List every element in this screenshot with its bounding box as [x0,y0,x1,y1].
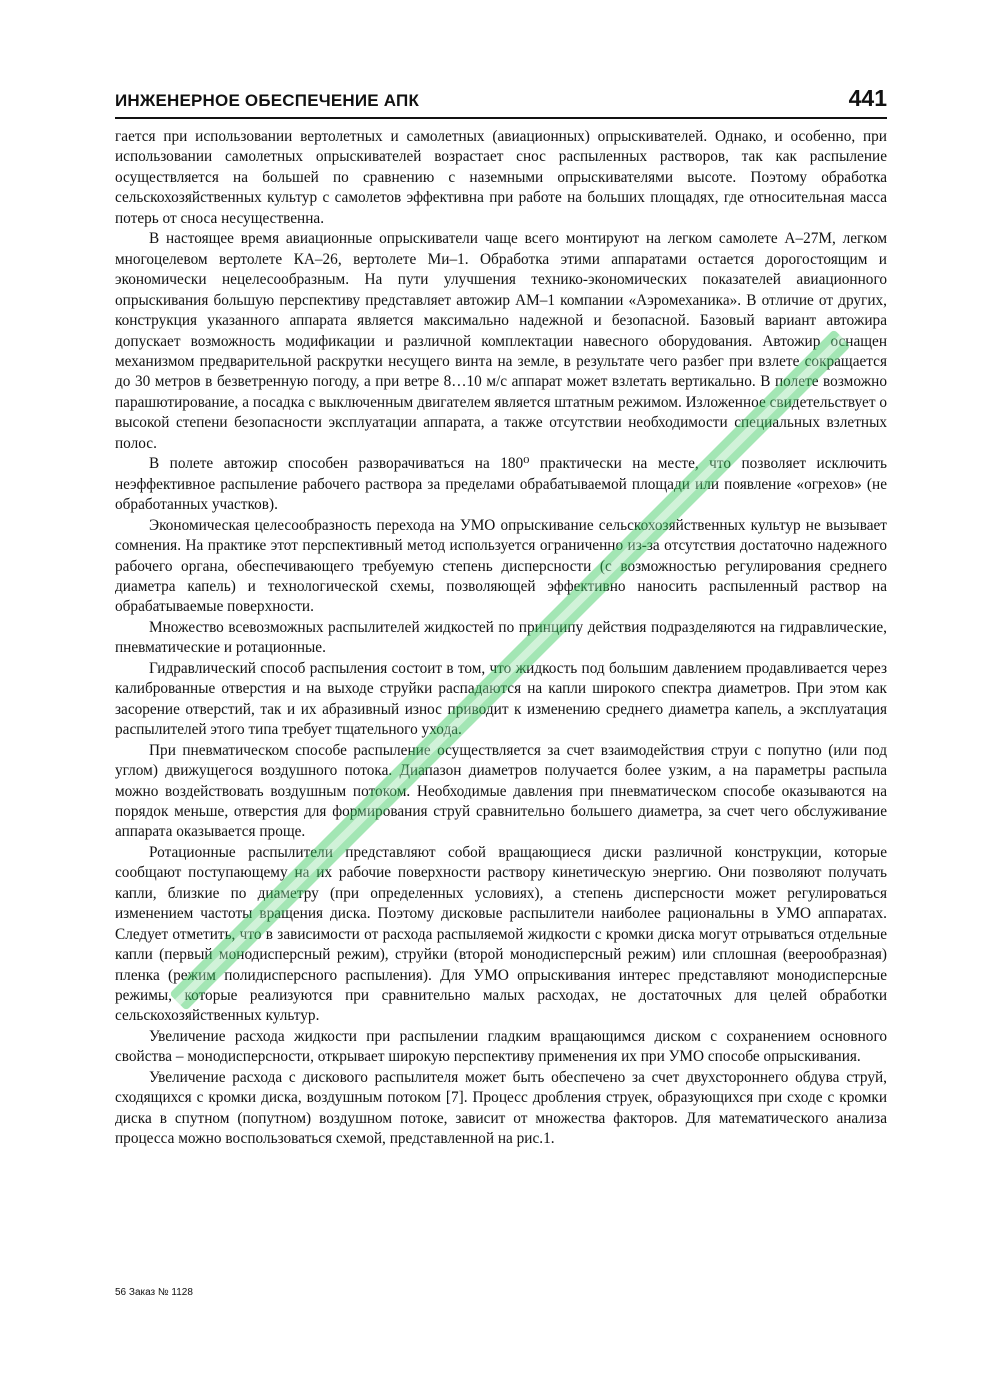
page-header [115,83,887,119]
paragraph: Гидравлический способ распыления состоит в том, что жидкость под большим давлением продавливается через калиброванные отверстия и на выходе струйки распадаются на капли широкого спектра диаметров. При этом как засорение отверстий, так и их абразивный износ приводит к изменению среднего диаметра капель, а эксплуатация распылителей этого типа требует тщательного ухода. [115,659,887,739]
paragraph: В полете автожир способен разворачиваться на 180⁰ практически на месте, что позволяет исключить неэффективное распыление рабочего раствора за пределами обрабатываемой площади или появление «огрехов» (не обработанных участков). [115,455,887,514]
paragraph: Увеличение расхода жидкости при распылении гладким вращающимся диском с сохранением основного свойства – монодисперсности, открывает широкую перспективу применения их при УМО способе опрыскивания. [115,1027,887,1066]
paragraph: Ротационные распылители представляют собой вращающиеся диски различной конструкции, которые сообщают поступающему на их рабочие поверхности раствору кинетическую энергию. Они позволяют получать капли, близкие по диаметру (при определенных условиях), а степень дисперсности может регулироваться изменением частоты вращения диска. Поэтому дисковые распылители наиболее рациональны в УМО аппаратах. Следует отметить, что в зависимости от расхода распыляемой жидкости с кромки диска могут отрываться отдельные капли (первый монодисперсный режим), струйки (второй монодисперсный режим) или сплошная (веерообразная) пленка (режим полидисперсного распыления). Для УМО опрыскивания интерес представляют монодисперсные режимы, которые реализуются при сравнительно малых расходах, не достаточных для целей обработки сельскохозяйственных культур. [115,843,887,1025]
page-number: 441 [848,85,887,111]
print-order-note: 56 Заказ № 1128 [115,1287,193,1298]
paragraph: Множество всевозможных распылителей жидкостей по принципу действия подразделяются на гидравлические, пневматические и ротационные. [115,618,887,657]
body-text [115,127,887,1150]
paragraph: Экономическая целесообразность перехода на УМО опрыскивание сельскохозяйственных культур не вызывает сомнения. На практике этот перспективный метод используется ограниченно из-за отсутствия достаточно надежного рабочего органа, обеспечивающего требуемую степень дисперсности (с возможностью регулирования среднего диаметра капель) и технологической схемы, позволяющей эффективно наносить распыленный раствор на обрабатываемые поверхности. [115,516,887,616]
paragraph: Увеличение расхода с дискового распылителя может быть обеспечено за счет двухстороннего обдува струй, сходящихся с кромки диска, воздушным потоком [7]. Процесс дробления струек, образующихся при сходе с кромки диска в спутном (попутном) воздушном потоке, зависит от множества факторов. Для математического анализа процесса можно воспользоваться схемой, представленной на рис.1. [115,1068,887,1148]
running-head: ИНЖЕНЕРНОЕ ОБЕСПЕЧЕНИЕ АПК [115,91,420,110]
paragraph: При пневматическом способе распыление осуществляется за счет взаимодействия струи с попутно (или под углом) движущегося воздушного потока. Диапазон диаметров получается более узким, а на параметры распыла можно воздействовать воздушным потоком. Необходимые давления при пневматическом способе оказываются на порядок меньше, отверстия для формирования струй сравнительно большего диаметра, за счет чего обслуживание аппарата оказывается проще. [115,741,887,841]
paragraph: В настоящее время авиационные опрыскиватели чаще всего монтируют на легком самолете А–27М, легком многоцелевом вертолете КА–26, вертолете Ми–1. Обработка этими аппаратами остается дорогостоящим и экономически нецелесообразным. На пути улучшения технико-экономических показателей авиационного опрыскивания большую перспективу представляет автожир АМ–1 компании «Аэромеханика». В отличие от других, конструкция указанного аппарата является максимально надежной и безопасной. Базовый вариант автожира допускает возможность модификации и различной комплектации навесного оборудования. Автожир оснащен механизмом предварительной раскрутки несущего винта на земле, в результате чего разбег при взлете сокращается до 30 метров в безветренную погоду, а при ветре 8…10 м/с аппарат может взлетать вертикально. В полете возможно парашютирование, а посадка с выключенным двигателем является штатным режимом. Изложенное свидетельствует о высокой степени безопасности эксплуатации аппарата, а также отсутствии необходимости специальных взлетных полос. [115,230,888,452]
paragraph: гается при использовании вертолетных и самолетных (авиационных) опрыскивателей. Однако, и особенно, при использовании самолетных опрыскивателей возрастает снос распыленных растворов, так как распыление осуществляется на большей по сравнению с наземными опрыскивателями высоте. Поэтому обработка сельскохозяйственных культур с самолетов эффективна при работе на больших площадях, где относительная масса потерь от сноса несущественна. [115,128,887,227]
